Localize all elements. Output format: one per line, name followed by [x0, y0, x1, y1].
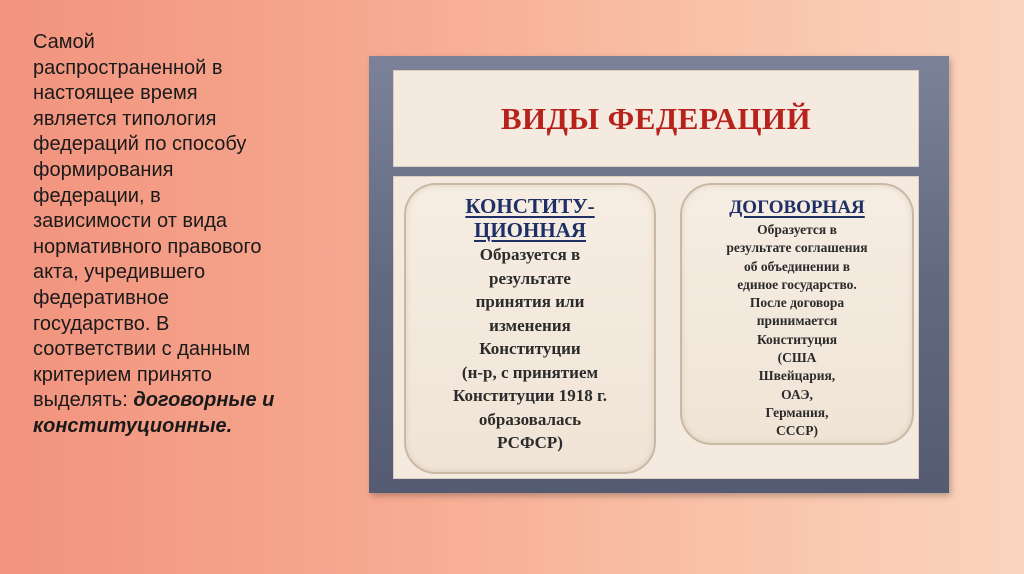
slide-paragraph: [33, 30, 323, 440]
body-line: результате соглашения: [726, 240, 868, 256]
body-line: Образуется в: [479, 245, 581, 264]
card-heading: ДОГОВОРНАЯ: [729, 197, 865, 218]
emphasis-text: конституционные.: [33, 414, 233, 437]
constitutional-federation-card: [404, 183, 656, 474]
body-line: об объединении в: [743, 258, 851, 274]
paragraph-line: федераций по способу: [33, 133, 247, 156]
body-line: Германия,: [765, 404, 829, 420]
body-line: результате: [489, 268, 571, 288]
paragraph-line: нормативного правового: [33, 235, 262, 258]
body-line: (н-р, с принятием: [461, 362, 599, 382]
body-line: ОАЭ,: [781, 386, 813, 402]
card-body: [406, 243, 654, 455]
paragraph-line: настоящее время: [33, 82, 198, 105]
body-line: Конституции: [479, 339, 581, 358]
image-content-box: [393, 176, 919, 479]
card-heading: [406, 194, 654, 242]
paragraph-line: акта, учредившего: [33, 261, 206, 284]
body-line: принимается: [756, 313, 838, 329]
body-line: РСФСР): [497, 433, 563, 452]
heading-line: ЦИОННАЯ: [473, 218, 586, 242]
body-line: единое государство.: [737, 276, 857, 292]
card-body: [682, 221, 912, 441]
body-line: принятия или: [475, 292, 585, 311]
paragraph-line: федерации, в: [33, 184, 161, 207]
paragraph-line: является типология: [33, 107, 217, 130]
body-line: (США: [777, 350, 817, 366]
body-line: Конституции 1918 г.: [452, 386, 608, 405]
body-line: Образуется в: [757, 222, 837, 237]
paragraph-line: федеративное: [33, 286, 169, 309]
paragraph-line-with-emphasis: [33, 388, 323, 414]
body-line: Конституция: [756, 331, 838, 347]
emphasis-text: договорные и: [133, 389, 275, 412]
paragraph-line: формирования: [33, 158, 174, 181]
paragraph-line: Самой: [33, 31, 95, 53]
body-line: После договора: [749, 295, 845, 311]
body-line: Швейцария,: [758, 368, 836, 384]
body-line: изменения: [489, 315, 571, 335]
paragraph-line: зависимости от вида: [33, 210, 228, 233]
paragraph-line: распространенной в: [33, 56, 223, 79]
paragraph-line: государство. В: [33, 312, 170, 335]
heading-line: КОНСТИТУ-: [465, 194, 595, 218]
paragraph-line: соответствии с данным: [33, 338, 251, 361]
image-title-box: [393, 70, 919, 167]
image-title: ВИДЫ ФЕДЕРАЦИЙ: [500, 100, 812, 136]
paragraph-text: выделять:: [33, 389, 134, 412]
body-line: СССР): [776, 423, 818, 439]
body-line: образовалась: [478, 409, 582, 429]
paragraph-line: критерием принято: [33, 363, 212, 386]
contractual-federation-card: [680, 183, 914, 445]
federation-types-image: [369, 56, 949, 493]
